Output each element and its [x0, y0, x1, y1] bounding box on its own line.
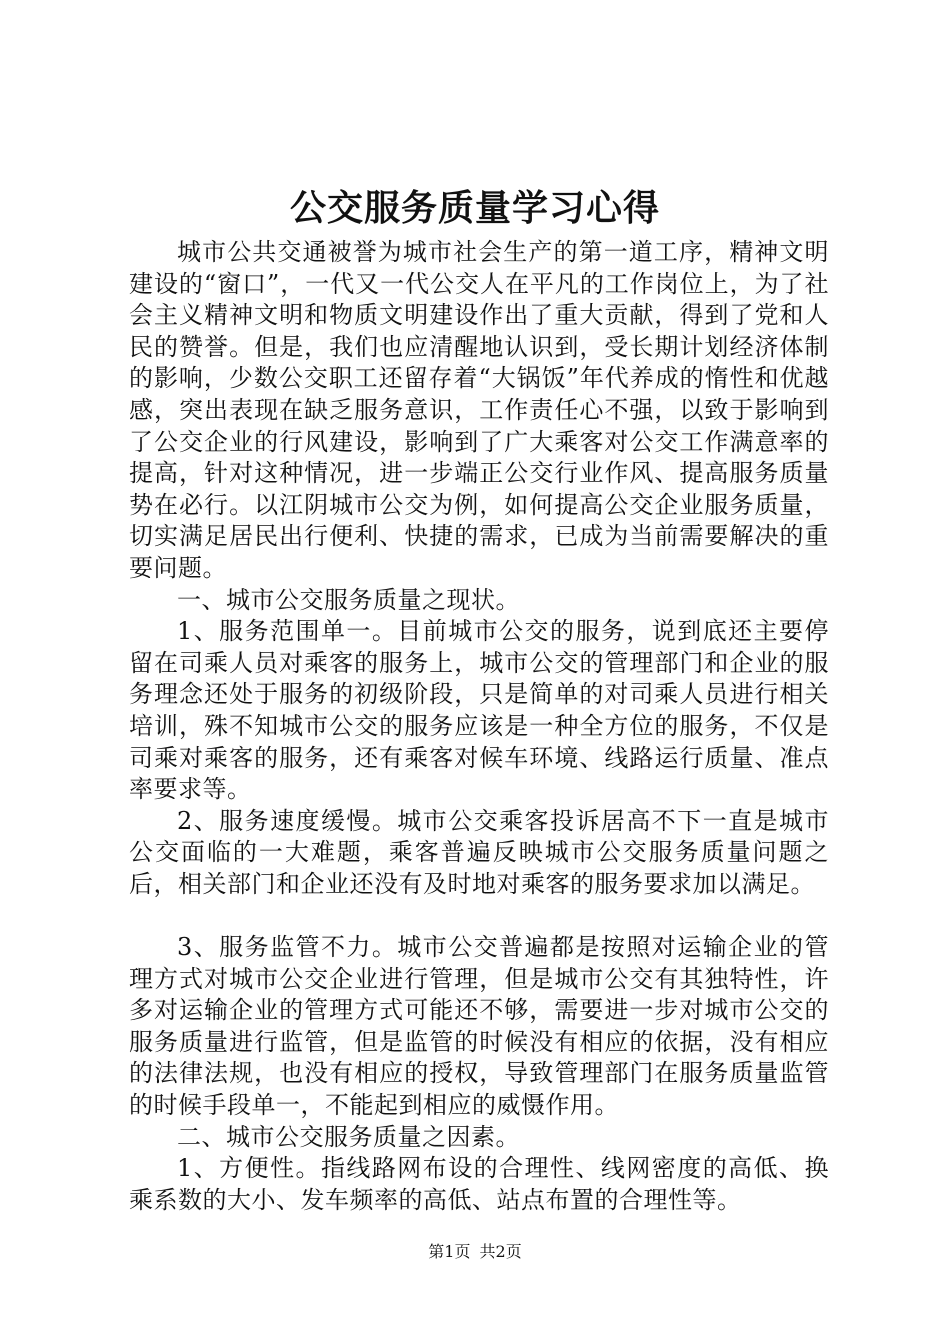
page-total: 共2页 — [479, 1242, 522, 1261]
page-title: 公交服务质量学习心得 — [289, 187, 660, 229]
paragraph-spacer — [129, 900, 829, 932]
section-heading-factors: 二、城市公交服务质量之因素。 — [177, 1122, 520, 1151]
paragraph-service-speed: 2、服务速度缓慢。城市公交乘客投诉居高不下一直是城市公交面临的一大难题，乘客普遍反映城市公交服务质量问题之后，相关部门和企业还没有及时地对乘客的服务要求加以满足。 — [129, 806, 829, 898]
document-body — [129, 237, 829, 1216]
paragraph-intro: 城市公共交通被誉为城市社会生产的第一道工序，精神文明建设的“窗口”，一代又一代公交人在平凡的工作岗位上，为了社会主义精神文明和物质文明建设作出了重大贡献，得到了党和人民的赞誉。但是，我们也应清醒地认识到，受长期计划经济体制的影响，少数公交职工还留存着“大锅饭”年代养成的惰性和优越感，突出表现在缺乏服务意识，工作责任心不强，以致于影响到了公交企业的行风建设，影响到了广大乘客对公交工作满意率的提高，针对这种情况，进一步端正公交行业作风、提高服务质量势在必行。以江阴城市公交为例，如何提高公交企业服务质量，切实满足居民出行便利、快捷的需求，已成为当前需要解决的重要问题。 — [129, 238, 829, 582]
paragraph-service-supervision: 3、服务监管不力。城市公交普遍都是按照对运输企业的管理方式对城市公交企业进行管理，但是城市公交有其独特性，许多对运输企业的管理方式可能还不够，需要进一步对城市公交的服务质量进行监管，但是监管的时候没有相应的依据，没有相应的法律法规，也没有相应的授权，导致管理部门在服务质量监管的时候手段单一，不能起到相应的威慑作用。 — [129, 933, 829, 1120]
paragraph-convenience: 1、方便性。指线路网布设的合理性、线网密度的高低、换乘系数的大小、发车频率的高低、站点布置的合理性等。 — [129, 1154, 829, 1214]
section-heading-status: 一、城市公交服务质量之现状。 — [177, 585, 520, 614]
page-footer — [0, 1240, 950, 1264]
paragraph-service-scope: 1、服务范围单一。目前城市公交的服务，说到底还主要停留在司乘人员对乘客的服务上，城市公交的管理部门和企业的服务理念还处于服务的初级阶段，只是简单的对司乘人员进行相关培训，殊不知城市公交的服务应该是一种全方位的服务，不仅是司乘对乘客的服务，还有乘客对候车环境、线路运行质量、准点率要求等。 — [129, 617, 829, 804]
page-number: 第1页 — [428, 1242, 471, 1261]
